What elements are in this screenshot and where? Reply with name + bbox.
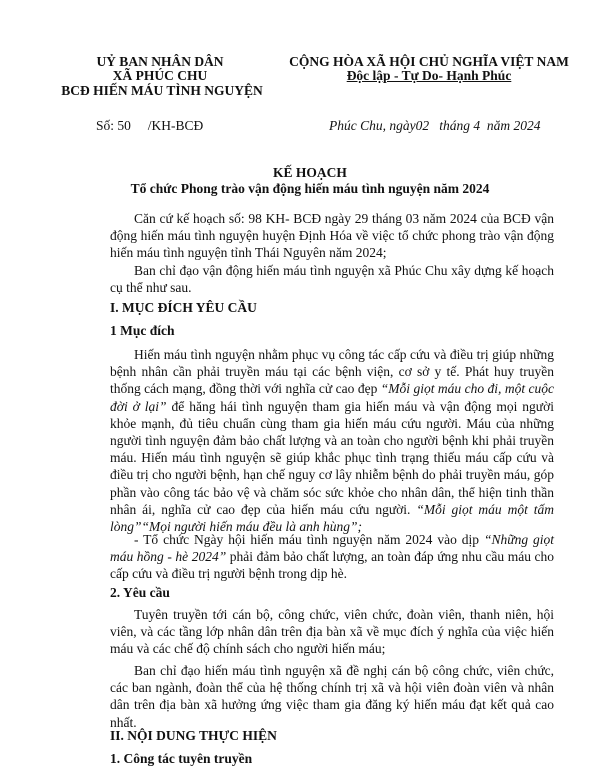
intro-paragraph-2: Ban chỉ đạo vận động hiến máu tình nguyện xã Phúc Chu xây dựng kế hoạch cụ thể như sau.: [110, 263, 554, 296]
section-2-heading: II. NỘI DUNG THỰC HIỆN: [110, 728, 277, 743]
document-number: Số: 50 /KH-BCĐ: [96, 118, 204, 133]
intro-paragraph-1: Căn cứ kế hoạch số: 98 KH- BCĐ ngày 29 tháng 03 năm 2024 của BCĐ vận động hiến máu tình nguyện huyện Định Hóa về việc tổ chức phong trào vận động hiến máu tình nguyện tỉnh Thái Nguyên năm 2024;: [110, 211, 554, 261]
festival-paragraph: - Tổ chức Ngày hội hiến máu tình nguyện năm 2024 vào dịp “Những giọt máu hồng - hè 2024” phải đảm bảo chất lượng, an toàn đáp ứng nhu cầu máu cho cấp cứu và điều trị người bệnh trong dịp hè.: [110, 532, 554, 582]
nation-motto: Độc lập - Tự Do- Hạnh Phúc: [346, 68, 512, 83]
section-1-sub-1: 1 Mục đích: [110, 323, 175, 338]
requirement-paragraph-2: Ban chỉ đạo hiến máu tình nguyện xã đề nghị cán bộ công chức, viên chức, các ban ngành, đoàn thể của hệ thống chính trị xã và hội viên đoàn viên và nhân dân trên địa bàn xã hưởng ứng việc tham gia đăng ký hiến máu đạt kết quả cao nhất.: [110, 663, 554, 730]
place-date: Phúc Chu, ngày02 tháng 4 năm 2024: [329, 118, 541, 133]
org-line-2: XÃ PHÚC CHU: [112, 68, 208, 83]
purpose-paragraph: Hiến máu tình nguyện nhằm phục vụ công tác cấp cứu và điều trị giúp những bệnh nhân cần phải truyền máu tại các bệnh viện, cơ sở y tế. Phát huy truyền thống cách mạng, đồng thời với nghĩa cử cao đẹp “Mỗi giọt máu cho đi, một cuộc đời ở lại” để hăng hái tình nguyện tham gia hiến máu và vận động mọi người khỏe mạnh, đủ tiêu chuẩn cùng tham gia hiến máu cứu người. Máu của những người tình nguyện đảm bảo chất lượng và an toàn cho người bệnh khi phải truyền máu. Hiến máu tình nguyện sẽ giúp khắc phục tình trạng thiếu máu cấp cứu và điều trị cho người bệnh, hạn chế nguy cơ lây nhiễm bệnh do phải truyền máu, góp phần vào công tác bảo vệ và chăm sóc sức khỏe cho nhân dân, thể hiện tinh thần nhân ái, nghĩa cử cao đẹp của hiến máu cứu người. “Mỗi giọt máu một tấm lòng”“Mọi người hiến máu đều là anh hùng”;: [110, 347, 555, 535]
document-title: KẾ HOẠCH: [273, 165, 347, 180]
section-1-heading: I. MỤC ĐÍCH YÊU CẦU: [110, 300, 257, 315]
org-line-1: UỶ BAN NHÂN DÂN: [96, 54, 224, 69]
section-1-sub-2: 2. Yêu cầu: [110, 585, 170, 600]
section-2-sub-1: 1. Công tác tuyên truyền: [110, 751, 253, 766]
nation-line-1: CỘNG HÒA XÃ HỘI CHỦ NGHĨA VIỆT NAM: [289, 54, 569, 69]
org-line-3: BCĐ HIẾN MÁU TÌNH NGUYỆN: [61, 83, 263, 98]
document-subtitle: Tổ chức Phong trào vận động hiến máu tình nguyện năm 2024: [130, 181, 490, 196]
requirement-paragraph-1: Tuyên truyền tới cán bộ, công chức, viên chức, đoàn viên, thanh niên, hội viên, và các tầng lớp nhân dân trên địa bàn xã về mục đích ý nghĩa của việc hiến máu và các chế độ chính sách cho người hiến máu;: [110, 607, 554, 657]
